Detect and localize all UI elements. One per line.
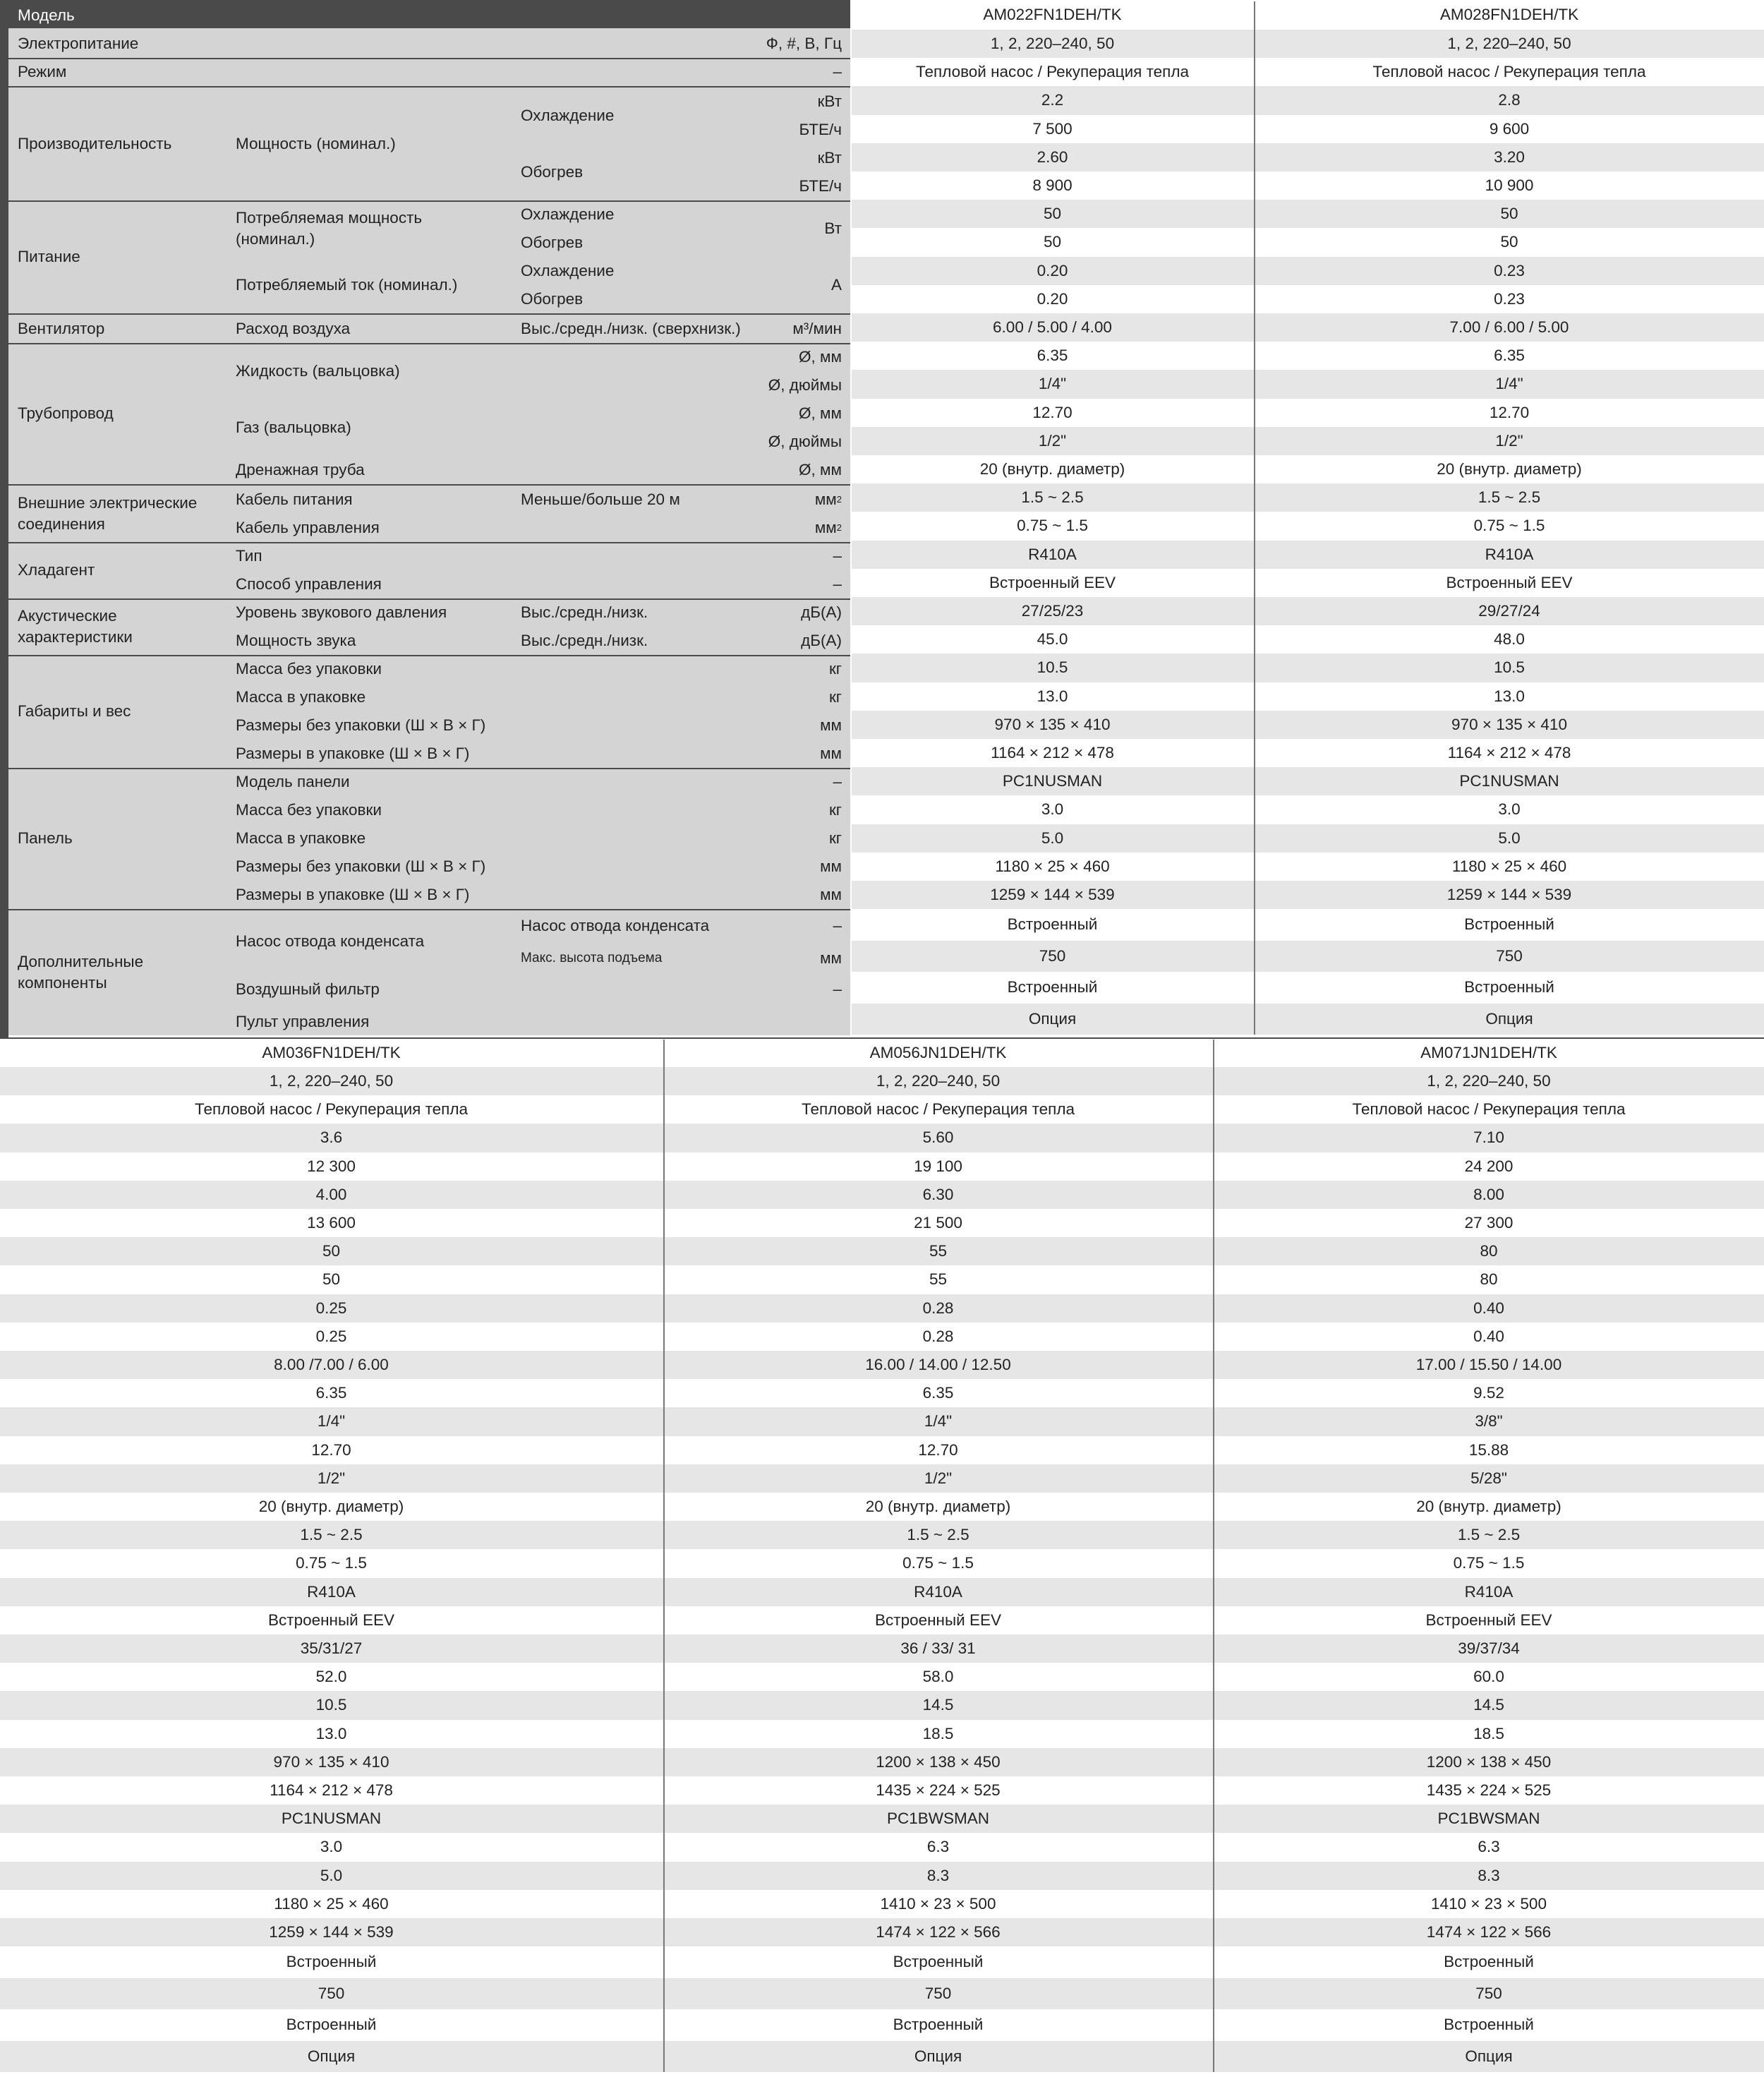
panel-model-label: Модель панели xyxy=(236,773,350,790)
unit-mm-5: мм xyxy=(820,949,842,967)
group-rule xyxy=(8,313,850,315)
value-cell: 6.35 xyxy=(922,1384,954,1402)
drain-pump-label: Насос отвода конденсата xyxy=(521,917,710,934)
value-cell: 970 × 135 × 410 xyxy=(273,1752,389,1771)
value-cell: 0.23 xyxy=(1494,261,1525,279)
unit-kg-4: кг xyxy=(828,829,842,847)
value-cell: Встроенный xyxy=(286,2016,377,2034)
value-cell: 1164 × 212 × 478 xyxy=(991,744,1114,762)
panel-net-weight-label: Масса без упаковки xyxy=(236,801,382,819)
value-cell: 7 500 xyxy=(1032,119,1073,138)
value-cell: 1.5 ~ 2.5 xyxy=(1021,488,1084,507)
value-cell: 18.5 xyxy=(1473,1724,1504,1742)
airflow-label: Расход воздуха xyxy=(236,320,351,337)
value-cell: 970 × 135 × 410 xyxy=(1451,715,1567,733)
value-cell: Встроенный xyxy=(1007,978,1098,997)
group-dimensions: Габариты и вес xyxy=(18,702,131,720)
value-cell: R410A xyxy=(1464,1582,1514,1601)
value-cell: PC1BWSMAN xyxy=(1437,1810,1540,1828)
value-cell: Тепловой насос / Рекуперация тепла xyxy=(195,1100,468,1119)
value-cell: R410A xyxy=(307,1582,356,1601)
value-cell: 10 900 xyxy=(1485,176,1534,195)
pwl-label: Мощность звука xyxy=(236,632,356,649)
value-cell: 6.35 xyxy=(1494,347,1525,365)
value-cell: 5.0 xyxy=(1041,829,1064,847)
value-cell: 0.23 xyxy=(1494,289,1525,308)
value-cell: 0.28 xyxy=(922,1327,954,1345)
drain-label: Дренажная труба xyxy=(236,461,365,478)
unit-w: Вт xyxy=(824,219,842,237)
refrigerant-type-label: Тип xyxy=(236,547,262,565)
power-units: Ф, #, В, Гц xyxy=(766,35,842,52)
value-cell: Встроенный EEV xyxy=(1446,573,1573,591)
value-cell: PC1NUSMAN xyxy=(1459,772,1559,790)
value-cell: 12.70 xyxy=(311,1440,351,1459)
value-cell: 0.25 xyxy=(315,1299,347,1317)
unit-mm-3: мм xyxy=(820,857,842,875)
value-cell: 50 xyxy=(1500,233,1518,251)
value-cell: 14.5 xyxy=(922,1696,954,1714)
gas-label: Газ (вальцовка) xyxy=(236,419,351,436)
value-cell: 3.6 xyxy=(320,1128,343,1147)
value-cell: Встроенный xyxy=(893,2016,984,2034)
value-cell: 13.0 xyxy=(1037,687,1068,705)
value-cell: Встроенный xyxy=(1007,915,1098,934)
value-cell: 1180 × 25 × 460 xyxy=(995,857,1110,875)
value-cell: Опция xyxy=(307,2047,356,2065)
cooling-label-3: Охлаждение xyxy=(521,262,615,279)
value-cell: 20 (внутр. диаметр) xyxy=(979,460,1125,478)
value-cell: 55 xyxy=(929,1242,948,1260)
value-cell: 5.0 xyxy=(1498,829,1521,847)
value-cell: Встроенный xyxy=(1444,1953,1534,1971)
value-cell: 5.0 xyxy=(320,1866,343,1884)
panel-gross-dim-label: Размеры в упаковке (Ш × В × Г) xyxy=(236,886,470,903)
value-cell: Опция xyxy=(1028,1009,1077,1028)
value-cell: 1180 × 25 × 460 xyxy=(274,1894,389,1913)
unit-dash-3: – xyxy=(833,773,842,790)
unit-a: А xyxy=(830,276,842,294)
value-cell: 0.40 xyxy=(1473,1299,1504,1317)
value-cell: Встроенный EEV xyxy=(875,1611,1001,1629)
value-cell: 6.35 xyxy=(1037,347,1068,365)
group-rule xyxy=(8,768,850,769)
group-power-supply: Электропитание xyxy=(18,35,139,52)
value-cell: 750 xyxy=(1475,1984,1502,2002)
section-divider xyxy=(0,1037,1764,1039)
cooling-label-2: Охлаждение xyxy=(521,205,615,223)
value-cell: 6.30 xyxy=(922,1185,954,1203)
value-cell: 39/37/34 xyxy=(1458,1639,1520,1658)
unit-btu-1: БТЕ/ч xyxy=(799,121,842,138)
value-cell: 27/25/23 xyxy=(1021,602,1084,620)
value-cell: 1/4" xyxy=(1495,375,1523,393)
value-cell: 1/2" xyxy=(317,1469,346,1487)
value-cell: 750 xyxy=(924,1984,952,2002)
group-power: Питание xyxy=(18,248,80,265)
panel-net-dim-label: Размеры без упаковки (Ш × В × Г) xyxy=(236,857,486,875)
unit-inch-dia-2: Ø, дюймы xyxy=(768,433,842,450)
unit-kg-1: кг xyxy=(828,660,842,678)
value-cell: 50 xyxy=(1043,205,1062,223)
value-cell: Опция xyxy=(1485,1009,1533,1028)
model-header: AM056JN1DEH/TK xyxy=(869,1044,1007,1061)
value-cell: 1259 × 144 × 539 xyxy=(1446,886,1572,904)
value-cell: 6.3 xyxy=(1478,1838,1500,1856)
control-cable-label: Кабель управления xyxy=(236,519,380,536)
value-cell: 8.3 xyxy=(926,1866,950,1884)
unit-kg-2: кг xyxy=(828,688,842,706)
value-cell: Опция xyxy=(914,2047,962,2065)
unit-kw-2: кВт xyxy=(817,149,842,167)
value-cell: 16.00 / 14.00 / 12.50 xyxy=(865,1356,1011,1374)
model-header: AM071JN1DEH/TK xyxy=(1420,1044,1557,1061)
model-header: AM022FN1DEH/TK xyxy=(983,6,1122,23)
value-cell: Встроенный EEV xyxy=(989,573,1116,591)
value-cell: R410A xyxy=(914,1582,962,1601)
value-cell: 12.70 xyxy=(1489,403,1530,421)
value-cell: Тепловой насос / Рекуперация тепла xyxy=(1352,1100,1626,1119)
group-rule xyxy=(8,655,850,656)
value-cell: 5/28" xyxy=(1470,1469,1507,1487)
value-cell: 3.0 xyxy=(1041,800,1064,819)
value-cell: 4.00 xyxy=(315,1185,347,1203)
value-cell: 8.00 /7.00 / 6.00 xyxy=(274,1356,389,1374)
value-cell: 1/4" xyxy=(1038,375,1067,393)
unit-kw-1: кВт xyxy=(817,92,842,110)
value-cell: 10.5 xyxy=(315,1696,347,1714)
value-cell: 12.70 xyxy=(1032,403,1073,421)
column-divider xyxy=(1254,1,1255,1035)
value-cell: 0.75 ~ 1.5 xyxy=(296,1554,367,1572)
value-cell: 1.5 ~ 2.5 xyxy=(300,1526,363,1544)
value-cell: 55 xyxy=(929,1270,948,1289)
group-capacity: Производительность xyxy=(18,135,172,152)
value-cell: Встроенный xyxy=(893,1953,984,1971)
value-cell: 1/2" xyxy=(924,1469,953,1487)
group-rule xyxy=(8,484,850,486)
value-cell: 50 xyxy=(322,1270,341,1289)
remote-label: Пульт управления xyxy=(236,1013,370,1030)
current-label: Потребляемый ток (номинал.) xyxy=(236,276,458,294)
value-cell: 1200 × 138 × 450 xyxy=(1426,1752,1552,1771)
unit-btu-2: БТЕ/ч xyxy=(799,177,842,195)
value-cell: 6.00 / 5.00 / 4.00 xyxy=(993,318,1112,337)
value-cell: Тепловой насос / Рекуперация тепла xyxy=(1372,63,1646,81)
value-cell: 6.35 xyxy=(315,1384,347,1402)
value-cell: 9 600 xyxy=(1489,119,1530,138)
value-cell: 750 xyxy=(1039,946,1066,965)
value-cell: 0.25 xyxy=(315,1327,347,1345)
group-options: Дополнительные компоненты xyxy=(18,953,144,992)
value-cell: 50 xyxy=(1043,233,1062,251)
value-cell: 50 xyxy=(322,1242,341,1260)
value-cell: R410A xyxy=(1028,545,1077,563)
value-cell: 7.00 / 6.00 / 5.00 xyxy=(1449,318,1569,337)
value-cell: 80 xyxy=(1480,1242,1498,1260)
value-cell: 1/4" xyxy=(317,1412,346,1431)
value-cell: 0.75 ~ 1.5 xyxy=(1453,1554,1525,1572)
value-cell: 13.0 xyxy=(315,1724,347,1742)
value-cell: 13 600 xyxy=(307,1214,356,1232)
unit-mm-dia-2: Ø, мм xyxy=(799,404,842,422)
value-cell: 80 xyxy=(1480,1270,1498,1289)
value-cell: 27 300 xyxy=(1464,1214,1514,1232)
group-rule xyxy=(8,598,850,600)
value-cell: 17.00 / 15.50 / 14.00 xyxy=(1415,1356,1562,1374)
value-cell: 8.00 xyxy=(1473,1185,1504,1203)
unit-mm2-2: мм 2 xyxy=(814,519,842,536)
value-cell: 58.0 xyxy=(922,1668,954,1686)
unit-kg-3: кг xyxy=(828,801,842,819)
value-cell: PC1BWSMAN xyxy=(886,1810,990,1828)
value-cell: Встроенный xyxy=(1464,978,1554,997)
value-cell: 1474 × 122 × 566 xyxy=(876,1923,1001,1941)
value-cell: 8 900 xyxy=(1032,176,1073,195)
unit-dash-4: – xyxy=(833,917,842,934)
value-cell: 1, 2, 220–240, 50 xyxy=(269,1072,394,1090)
value-cell: 3.0 xyxy=(320,1838,343,1856)
value-cell: 1200 × 138 × 450 xyxy=(876,1752,1001,1771)
unit-dash-1: – xyxy=(833,547,842,565)
group-rule xyxy=(8,58,850,59)
unit-airflow: м³/мин xyxy=(792,320,842,337)
value-cell: 1164 × 212 × 478 xyxy=(270,1781,393,1800)
value-cell: 14.5 xyxy=(1473,1696,1504,1714)
value-cell: 1/4" xyxy=(924,1412,953,1431)
value-cell: 3/8" xyxy=(1475,1412,1503,1431)
value-cell: 24 200 xyxy=(1464,1157,1514,1175)
cable-length-label: Меньше/больше 20 м xyxy=(521,490,680,508)
value-cell: 1435 × 224 × 525 xyxy=(876,1781,1001,1800)
group-rule xyxy=(8,86,850,88)
value-cell: 1259 × 144 × 539 xyxy=(990,886,1115,904)
value-cell: 0.75 ~ 1.5 xyxy=(1473,517,1545,535)
value-cell: 3.0 xyxy=(1498,800,1521,819)
group-rule xyxy=(8,200,850,202)
header-bar xyxy=(0,0,850,28)
gross-dim-label: Размеры в упаковке (Ш × В × Г) xyxy=(236,745,470,762)
unit-dash-5: – xyxy=(833,980,842,998)
group-rule xyxy=(8,542,850,543)
value-cell: 18.5 xyxy=(922,1724,954,1742)
value-cell: 8.3 xyxy=(1478,1866,1500,1884)
value-cell: R410A xyxy=(1485,545,1534,563)
value-cell: 50 xyxy=(1500,205,1518,223)
value-cell: 2.8 xyxy=(1498,91,1521,109)
control-method-label: Способ управления xyxy=(236,575,382,593)
left-accent-bar xyxy=(0,0,8,1037)
model-header: AM028FN1DEH/TK xyxy=(1439,6,1579,23)
group-mode: Режим xyxy=(18,63,67,80)
value-cell: Встроенный xyxy=(286,1953,377,1971)
value-cell: 0.75 ~ 1.5 xyxy=(902,1554,974,1572)
value-cell: 1, 2, 220–240, 50 xyxy=(990,35,1115,53)
value-cell: 1, 2, 220–240, 50 xyxy=(1447,35,1571,53)
value-cell: 45.0 xyxy=(1037,630,1068,649)
value-cell: 29/27/24 xyxy=(1478,602,1540,620)
value-cell: Тепловой насос / Рекуперация тепла xyxy=(916,63,1189,81)
group-acoustics: Акустические характеристики xyxy=(18,607,133,646)
value-cell: 1164 × 212 × 478 xyxy=(1447,744,1571,762)
hml-label-2: Выс./средн./низк. xyxy=(521,632,648,649)
group-electrical: Внешние электрические соединения xyxy=(18,494,198,533)
value-cell: 9.52 xyxy=(1473,1384,1504,1402)
value-cell: Тепловой насос / Рекуперация тепла xyxy=(802,1100,1075,1119)
value-cell: 2.60 xyxy=(1037,148,1068,166)
heating-label: Обогрев xyxy=(521,163,584,181)
value-cell: 35/31/27 xyxy=(300,1639,363,1658)
group-rule xyxy=(8,909,850,910)
airflow-modes: Выс./средн./низк. (сверхнизк.) xyxy=(521,320,741,337)
value-cell: 1259 × 144 × 539 xyxy=(269,1923,394,1941)
net-weight-label: Масса без упаковки xyxy=(236,660,382,678)
value-cell: 12 300 xyxy=(307,1157,356,1175)
group-fan: Вентилятор xyxy=(18,320,105,337)
value-cell: Встроенный xyxy=(1444,2016,1534,2034)
air-filter-label: Воздушный фильтр xyxy=(236,980,380,998)
heating-label-3: Обогрев xyxy=(521,290,584,308)
value-cell: 3.20 xyxy=(1494,148,1525,166)
group-piping: Трубопровод xyxy=(18,404,114,422)
value-cell: 20 (внутр. диаметр) xyxy=(258,1498,404,1516)
value-cell: Встроенный EEV xyxy=(268,1611,394,1629)
drain-pump-group-label: Насос отвода конденсата xyxy=(236,932,425,950)
value-cell: PC1NUSMAN xyxy=(281,1810,382,1828)
value-cell: Встроенный xyxy=(1464,915,1554,934)
value-cell: 2.2 xyxy=(1041,91,1064,109)
value-cell: 1.5 ~ 2.5 xyxy=(1478,488,1541,507)
capacity-label: Мощность (номинал.) xyxy=(236,135,396,152)
value-cell: 21 500 xyxy=(914,1214,962,1232)
value-cell: 0.40 xyxy=(1473,1327,1504,1345)
value-cell: PC1NUSMAN xyxy=(1002,772,1103,790)
value-cell: 20 (внутр. диаметр) xyxy=(1437,460,1582,478)
value-cell: 750 xyxy=(1496,946,1523,965)
unit-inch-dia-1: Ø, дюймы xyxy=(768,376,842,394)
power-cable-label: Кабель питания xyxy=(236,490,353,508)
unit-dba-2: дБ(А) xyxy=(801,632,842,649)
unit-mm-1: мм xyxy=(820,716,842,734)
value-cell: 1, 2, 220–240, 50 xyxy=(876,1072,1001,1090)
value-cell: 20 (внутр. диаметр) xyxy=(865,1498,1011,1516)
header-label: Модель xyxy=(18,6,75,24)
group-panel: Панель xyxy=(18,829,73,847)
group-refrigerant: Хладагент xyxy=(18,561,95,579)
unit-mm-4: мм xyxy=(820,886,842,903)
value-cell: 19 100 xyxy=(914,1157,962,1175)
value-cell: 36 / 33/ 31 xyxy=(900,1639,976,1658)
unit-mm-dia-3: Ø, мм xyxy=(799,461,842,478)
power-input-label: Потребляемая мощность (номинал.) xyxy=(236,209,423,248)
mode-unit: – xyxy=(833,63,842,80)
value-cell: Опция xyxy=(1465,2047,1513,2065)
value-cell: 12.70 xyxy=(918,1440,958,1459)
heating-label-2: Обогрев xyxy=(521,234,584,251)
unit-dash-2: – xyxy=(833,575,842,593)
value-cell: 15.88 xyxy=(1468,1440,1509,1459)
value-cell: Встроенный EEV xyxy=(1425,1611,1552,1629)
value-cell: 13.0 xyxy=(1494,687,1525,705)
value-cell: 60.0 xyxy=(1473,1668,1504,1686)
value-cell: 0.28 xyxy=(922,1299,954,1317)
value-cell: 1474 × 122 × 566 xyxy=(1426,1923,1552,1941)
hml-label-1: Выс./средн./низк. xyxy=(521,603,648,621)
cooling-label: Охлаждение xyxy=(521,107,615,124)
value-cell: 1180 × 25 × 460 xyxy=(1451,857,1567,875)
column-divider xyxy=(1213,1040,1214,2072)
value-cell: 0.75 ~ 1.5 xyxy=(1017,517,1088,535)
unit-mm-2: мм xyxy=(820,745,842,762)
liquid-label: Жидкость (вальцовка) xyxy=(236,362,400,380)
value-cell: 10.5 xyxy=(1494,658,1525,677)
group-rule xyxy=(8,343,850,344)
value-cell: 52.0 xyxy=(315,1668,347,1686)
value-cell: 750 xyxy=(318,1984,345,2002)
value-cell: 20 (внутр. диаметр) xyxy=(1416,1498,1561,1516)
spl-label: Уровень звукового давления xyxy=(236,603,447,621)
value-cell: 970 × 135 × 410 xyxy=(994,715,1111,733)
value-cell: 1410 × 23 × 500 xyxy=(880,1894,996,1913)
value-cell: 0.20 xyxy=(1037,289,1068,308)
value-cell: 5.60 xyxy=(922,1128,954,1147)
value-cell: 6.3 xyxy=(926,1838,950,1856)
value-cell: 10.5 xyxy=(1037,658,1068,677)
value-cell: 48.0 xyxy=(1494,630,1525,649)
value-cell: 1.5 ~ 2.5 xyxy=(907,1526,969,1544)
max-lift-label: Макс. высота подъема xyxy=(521,951,663,965)
value-cell: 1, 2, 220–240, 50 xyxy=(1427,1072,1551,1090)
net-dim-label: Размеры без упаковки (Ш × В × Г) xyxy=(236,716,486,734)
value-cell: 1435 × 224 × 525 xyxy=(1426,1781,1552,1800)
value-cell: 1/2" xyxy=(1038,431,1067,450)
panel-gross-weight-label: Масса в упаковке xyxy=(236,829,366,847)
column-divider xyxy=(663,1040,665,2072)
model-header: AM036FN1DEH/TK xyxy=(262,1044,401,1061)
unit-mm-dia-1: Ø, мм xyxy=(799,348,842,366)
value-cell: 7.10 xyxy=(1473,1128,1504,1147)
unit-mm2-1: мм 2 xyxy=(814,490,842,508)
unit-dba-1: дБ(А) xyxy=(801,603,842,621)
value-cell: 1410 × 23 × 500 xyxy=(1431,1894,1547,1913)
gross-weight-label: Масса в упаковке xyxy=(236,688,366,706)
value-cell: 1/2" xyxy=(1495,431,1523,450)
value-cell: 0.20 xyxy=(1037,261,1068,279)
value-cell: 1.5 ~ 2.5 xyxy=(1457,1526,1521,1544)
